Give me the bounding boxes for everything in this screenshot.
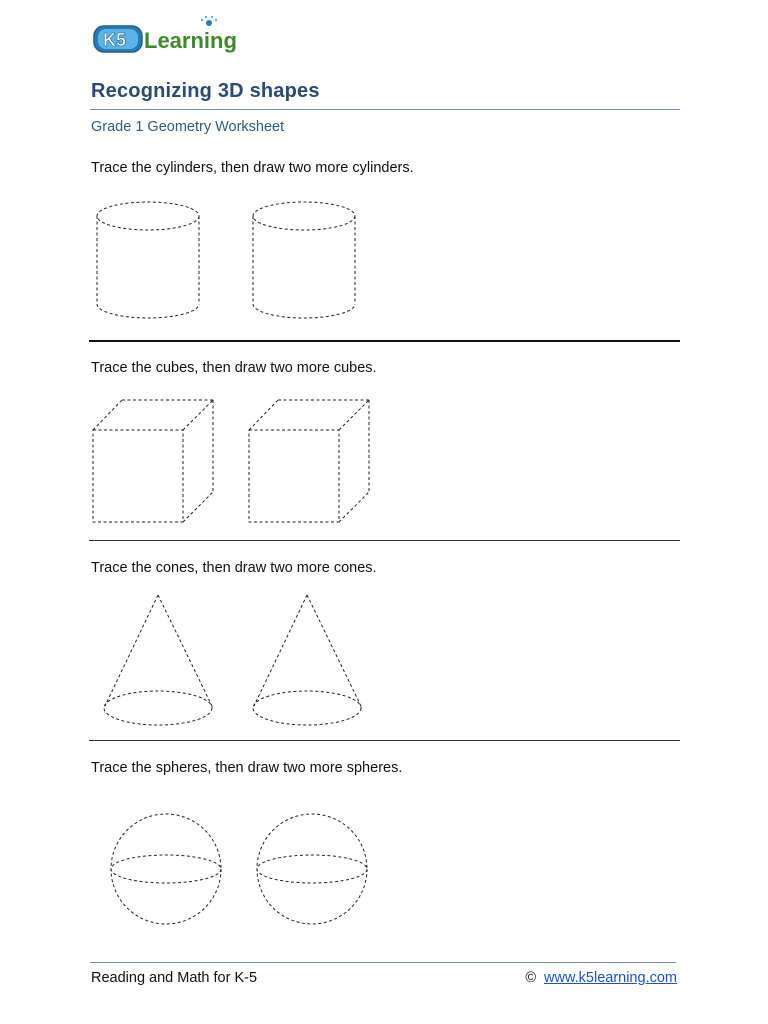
cube-shape[interactable] — [92, 399, 216, 525]
instruction-spheres: Trace the spheres, then draw two more spheres. — [91, 760, 403, 776]
section-divider — [89, 540, 680, 541]
page-title: Recognizing 3D shapes — [91, 80, 320, 102]
title-divider — [90, 109, 680, 110]
instruction-cylinders: Trace the cylinders, then draw two more cylinders. — [91, 160, 414, 176]
sphere-shape[interactable] — [256, 812, 370, 928]
cone-shape[interactable] — [252, 594, 364, 728]
cylinder-shape[interactable] — [252, 200, 358, 320]
sphere-shape[interactable] — [110, 812, 224, 928]
footer-divider — [90, 962, 676, 963]
k5learning-link[interactable]: www.k5learning.com — [544, 970, 677, 986]
cube-shape[interactable] — [248, 399, 372, 525]
logo-figure-icon — [206, 20, 212, 26]
k5-learning-logo — [92, 14, 262, 60]
footer-copyright — [525, 970, 677, 986]
cone-shape[interactable] — [103, 594, 215, 728]
instruction-cubes: Trace the cubes, then draw two more cubes. — [91, 360, 377, 376]
footer-tagline: Reading and Math for K-5 — [91, 970, 258, 986]
logo-graphic — [92, 14, 262, 60]
copyright-symbol: © — [525, 970, 537, 986]
section-divider — [89, 340, 680, 342]
logo-brand-text: Learning — [144, 28, 237, 53]
instruction-cones: Trace the cones, then draw two more cones. — [91, 560, 377, 576]
cylinder-shape[interactable] — [96, 200, 202, 320]
worksheet-subtitle: Grade 1 Geometry Worksheet — [91, 119, 285, 135]
section-divider — [89, 740, 680, 741]
logo-k5-text: K5 — [103, 30, 127, 50]
